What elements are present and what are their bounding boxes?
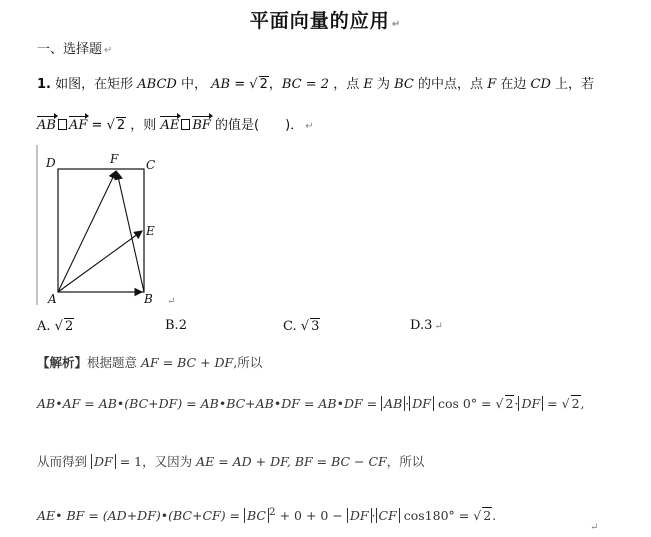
option-c: C. √ 3 [283,319,320,334]
solution-line-2: AB•AF = AB•(BC+DF) = AB•BC+AB•DF = AB•DF = AB · DF cos 0° = √ 2· DF = √ 2, [37,396,585,411]
solution-tag: 【解析】 [37,355,88,370]
solution-line-1: 【解析】根据题意 AF = BC + DF,所以 [37,355,263,370]
option-a: A. √ 2 [37,319,74,334]
option-b: B.2 [165,318,187,333]
label-c: C [146,158,156,172]
vector-af [58,171,116,292]
rectangle-figure [36,145,186,310]
question-line-1: 1. 如图，在矩形 ABCD 中， AB = √ 2，BC = 2 ，点 E 为 BC 的中点，点 F 在边 CD 上，若 [37,77,595,92]
rectangle-abcd [58,169,144,292]
page-title: 平面向量的应用 ↵ [249,10,402,32]
question-number: 1. [37,77,51,92]
dot-placeholder-box [58,119,67,130]
option-d: D.3 ↵ [410,318,443,333]
label-b: B [144,292,153,306]
vector-ae [58,231,142,292]
section-heading: 一、选择题 ↵ [37,42,113,57]
label-f: F [110,152,119,166]
question-line-2: AB AF = √ 2 ，则 AE BF 的值是( )． ↵ [37,118,314,133]
solution-line-3: 从而得到 DF = 1，又因为 AE = AD + DF, BF = BC − CF，所以 [37,454,425,469]
label-a: A [48,292,57,306]
solution-line-4: AE• BF = (AD+DF)•(BC+CF) = BC $^2$ + 0 + 0 − DF · CF cos180° = √ 2. [37,506,497,524]
label-d: D [46,156,56,170]
label-e: E [146,224,155,238]
